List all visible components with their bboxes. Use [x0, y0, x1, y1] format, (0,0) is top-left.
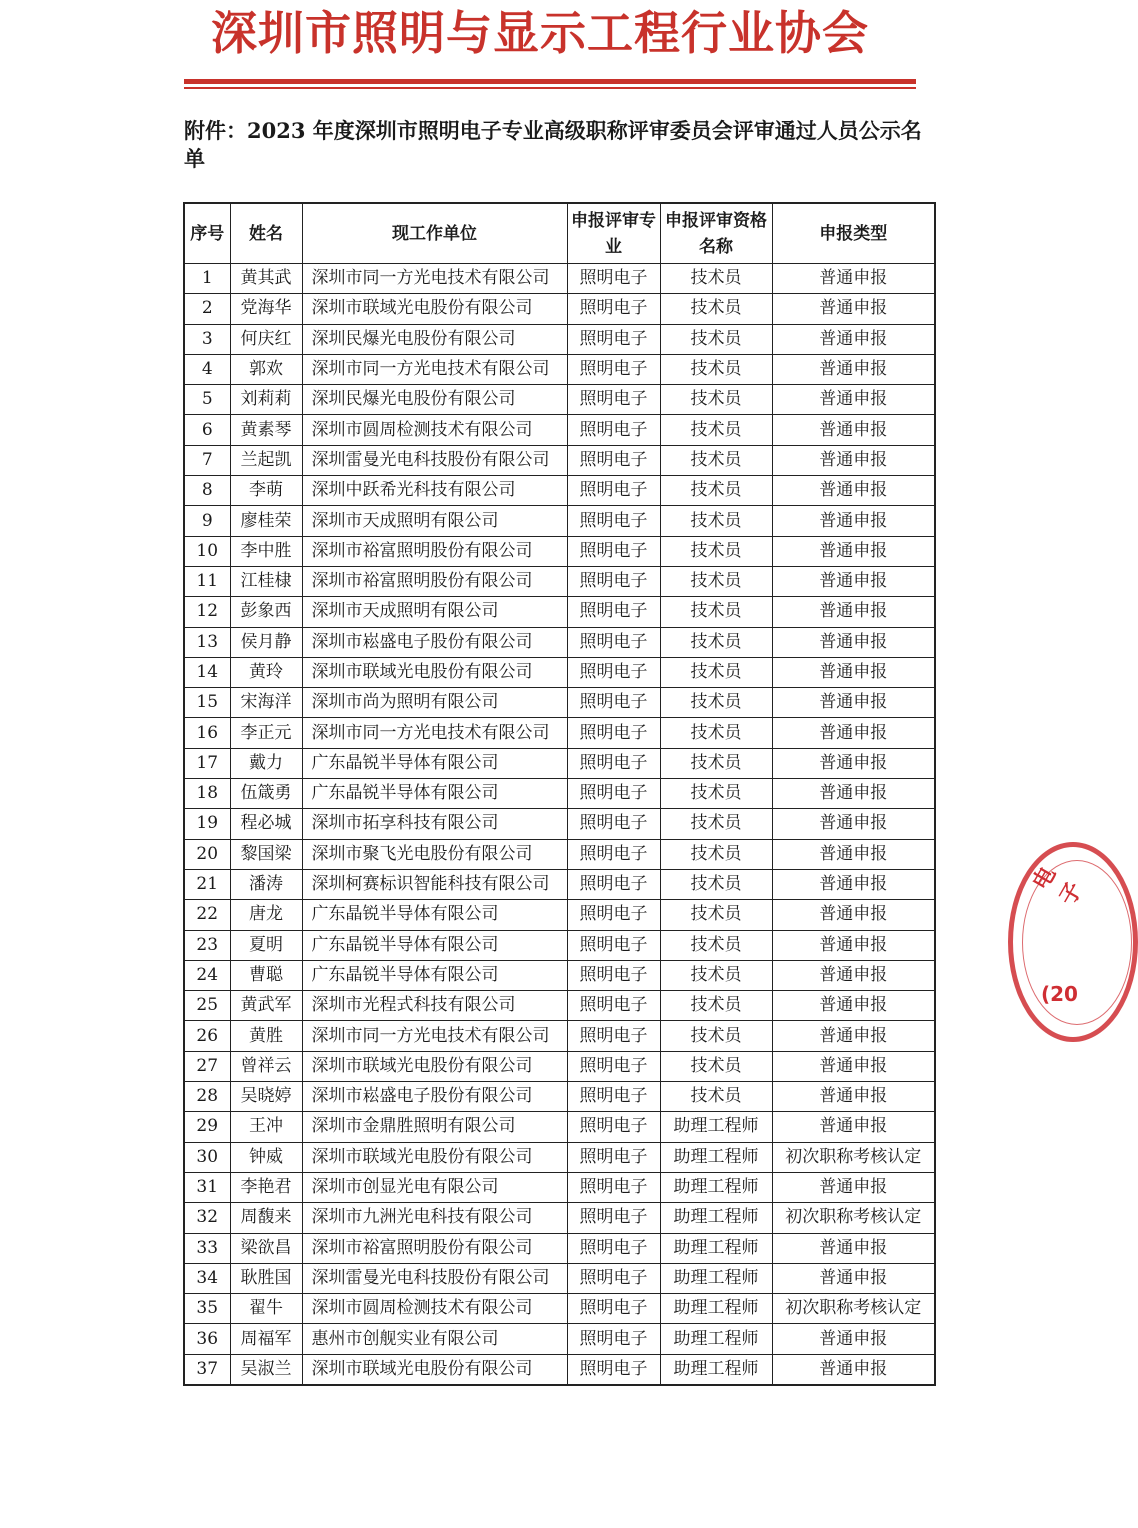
cell-qualification: 技术员 — [660, 748, 772, 778]
cell-index: 15 — [184, 688, 230, 718]
cell-application-type: 普通申报 — [772, 476, 935, 506]
table-row — [184, 991, 935, 1021]
cell-specialty: 照明电子 — [567, 779, 660, 809]
cell-qualification: 技术员 — [660, 718, 772, 748]
cell-application-type: 普通申报 — [772, 506, 935, 536]
cell-name: 党海华 — [230, 294, 302, 324]
table-row — [184, 1172, 935, 1202]
cell-specialty: 照明电子 — [567, 476, 660, 506]
cell-application-type: 普通申报 — [772, 566, 935, 596]
table-row — [184, 1112, 935, 1142]
cell-employer: 深圳市聚飞光电股份有限公司 — [302, 839, 567, 869]
header-index: 序号 — [184, 203, 230, 264]
cell-qualification: 助理工程师 — [660, 1203, 772, 1233]
cell-qualification: 助理工程师 — [660, 1142, 772, 1172]
cell-qualification: 助理工程师 — [660, 1263, 772, 1293]
table-row — [184, 1082, 935, 1112]
cell-employer: 深圳市同一方光电技术有限公司 — [302, 264, 567, 294]
cell-employer: 深圳市九洲光电科技有限公司 — [302, 1203, 567, 1233]
table-row — [184, 1142, 935, 1172]
table-row — [184, 1324, 935, 1354]
cell-name: 戴力 — [230, 748, 302, 778]
table-row — [184, 415, 935, 445]
cell-name: 李萌 — [230, 476, 302, 506]
cell-application-type: 初次职称考核认定 — [772, 1294, 935, 1324]
table-row — [184, 960, 935, 990]
table-row — [184, 566, 935, 596]
cell-name: 王冲 — [230, 1112, 302, 1142]
cell-specialty: 照明电子 — [567, 657, 660, 687]
cell-employer: 深圳市天成照明有限公司 — [302, 506, 567, 536]
cell-application-type: 普通申报 — [772, 869, 935, 899]
cell-specialty: 照明电子 — [567, 536, 660, 566]
table-row — [184, 900, 935, 930]
table-row — [184, 1354, 935, 1385]
letterhead-rule-thick — [184, 79, 916, 84]
cell-employer: 深圳市裕富照明股份有限公司 — [302, 566, 567, 596]
cell-qualification: 技术员 — [660, 445, 772, 475]
cell-specialty: 照明电子 — [567, 869, 660, 899]
cell-name: 吴淑兰 — [230, 1354, 302, 1385]
cell-specialty: 照明电子 — [567, 1263, 660, 1293]
cell-application-type: 普通申报 — [772, 385, 935, 415]
letterhead-title: 深圳市照明与显示工程行业协会 — [211, 6, 869, 60]
cell-index: 25 — [184, 991, 230, 1021]
header-application-type: 申报类型 — [772, 203, 935, 264]
official-seal-text — [1015, 850, 1088, 1040]
cell-index: 34 — [184, 1263, 230, 1293]
cell-specialty: 照明电子 — [567, 415, 660, 445]
table-header-row — [184, 203, 935, 264]
cell-application-type: 普通申报 — [772, 1324, 935, 1354]
seal-text-fragment: 电子 — [1028, 862, 1088, 910]
cell-specialty: 照明电子 — [567, 1051, 660, 1081]
cell-index: 5 — [184, 385, 230, 415]
cell-application-type: 普通申报 — [772, 930, 935, 960]
letterhead-rule-thin — [184, 87, 916, 89]
cell-index: 13 — [184, 627, 230, 657]
cell-specialty: 照明电子 — [567, 930, 660, 960]
cell-qualification: 技术员 — [660, 900, 772, 930]
cell-specialty: 照明电子 — [567, 445, 660, 475]
cell-employer: 深圳市同一方光电技术有限公司 — [302, 718, 567, 748]
cell-employer: 广东晶锐半导体有限公司 — [302, 960, 567, 990]
cell-application-type: 普通申报 — [772, 627, 935, 657]
cell-specialty: 照明电子 — [567, 1112, 660, 1142]
cell-application-type: 普通申报 — [772, 536, 935, 566]
cell-specialty: 照明电子 — [567, 385, 660, 415]
cell-index: 23 — [184, 930, 230, 960]
cell-index: 27 — [184, 1051, 230, 1081]
cell-specialty: 照明电子 — [567, 264, 660, 294]
cell-index: 17 — [184, 748, 230, 778]
cell-employer: 深圳雷曼光电科技股份有限公司 — [302, 1263, 567, 1293]
cell-application-type: 普通申报 — [772, 1172, 935, 1202]
cell-name: 夏明 — [230, 930, 302, 960]
cell-specialty: 照明电子 — [567, 324, 660, 354]
cell-employer: 深圳柯赛标识智能科技有限公司 — [302, 869, 567, 899]
cell-name: 侯月静 — [230, 627, 302, 657]
table-row — [184, 506, 935, 536]
cell-application-type: 初次职称考核认定 — [772, 1203, 935, 1233]
cell-employer: 深圳市圆周检测技术有限公司 — [302, 1294, 567, 1324]
cell-name: 曹聪 — [230, 960, 302, 990]
cell-employer: 深圳市光程式科技有限公司 — [302, 991, 567, 1021]
cell-name: 黄素琴 — [230, 415, 302, 445]
cell-qualification: 助理工程师 — [660, 1354, 772, 1385]
cell-specialty: 照明电子 — [567, 1142, 660, 1172]
cell-qualification: 技术员 — [660, 264, 772, 294]
cell-index: 4 — [184, 354, 230, 384]
cell-qualification: 技术员 — [660, 506, 772, 536]
cell-index: 35 — [184, 1294, 230, 1324]
cell-name: 宋海洋 — [230, 688, 302, 718]
cell-index: 14 — [184, 657, 230, 687]
attachment-caption: 附件：2023 年度深圳市照明电子专业高级职称评审委员会评审通过人员公示名单 — [184, 118, 922, 171]
cell-application-type: 普通申报 — [772, 688, 935, 718]
cell-qualification: 技术员 — [660, 960, 772, 990]
cell-name: 黄武军 — [230, 991, 302, 1021]
table-row — [184, 385, 935, 415]
cell-employer: 广东晶锐半导体有限公司 — [302, 900, 567, 930]
cell-name: 刘莉莉 — [230, 385, 302, 415]
seal-year-fragment: (20 — [1041, 982, 1078, 1006]
cell-qualification: 技术员 — [660, 476, 772, 506]
cell-qualification: 技术员 — [660, 657, 772, 687]
cell-application-type: 普通申报 — [772, 354, 935, 384]
cell-qualification: 技术员 — [660, 1021, 772, 1051]
cell-employer: 深圳市联域光电股份有限公司 — [302, 1354, 567, 1385]
cell-qualification: 技术员 — [660, 415, 772, 445]
cell-index: 32 — [184, 1203, 230, 1233]
cell-qualification: 助理工程师 — [660, 1324, 772, 1354]
cell-index: 22 — [184, 900, 230, 930]
cell-employer: 广东晶锐半导体有限公司 — [302, 779, 567, 809]
cell-specialty: 照明电子 — [567, 748, 660, 778]
cell-index: 18 — [184, 779, 230, 809]
cell-employer: 深圳市崧盛电子股份有限公司 — [302, 627, 567, 657]
cell-index: 7 — [184, 445, 230, 475]
cell-index: 11 — [184, 566, 230, 596]
header-employer: 现工作单位 — [302, 203, 567, 264]
cell-specialty: 照明电子 — [567, 809, 660, 839]
cell-application-type: 普通申报 — [772, 1082, 935, 1112]
cell-name: 郭欢 — [230, 354, 302, 384]
cell-specialty: 照明电子 — [567, 566, 660, 596]
cell-employer: 深圳民爆光电股份有限公司 — [302, 324, 567, 354]
cell-name: 黄其武 — [230, 264, 302, 294]
cell-qualification: 技术员 — [660, 354, 772, 384]
cell-employer: 深圳市尚为照明有限公司 — [302, 688, 567, 718]
cell-name: 黄胜 — [230, 1021, 302, 1051]
cell-name: 伍箴勇 — [230, 779, 302, 809]
cell-name: 何庆红 — [230, 324, 302, 354]
cell-index: 36 — [184, 1324, 230, 1354]
cell-employer: 广东晶锐半导体有限公司 — [302, 748, 567, 778]
table-row — [184, 294, 935, 324]
cell-qualification: 助理工程师 — [660, 1172, 772, 1202]
cell-qualification: 技术员 — [660, 1082, 772, 1112]
cell-employer: 深圳市裕富照明股份有限公司 — [302, 1233, 567, 1263]
cell-name: 江桂棣 — [230, 566, 302, 596]
roster-body — [184, 264, 935, 1385]
cell-qualification: 助理工程师 — [660, 1294, 772, 1324]
cell-employer: 深圳市同一方光电技术有限公司 — [302, 1021, 567, 1051]
roster-table — [183, 202, 936, 1386]
cell-application-type: 普通申报 — [772, 657, 935, 687]
cell-application-type: 普通申报 — [772, 809, 935, 839]
cell-name: 兰起凯 — [230, 445, 302, 475]
cell-specialty: 照明电子 — [567, 1021, 660, 1051]
table-row — [184, 1203, 935, 1233]
cell-application-type: 普通申报 — [772, 597, 935, 627]
cell-index: 31 — [184, 1172, 230, 1202]
cell-employer: 深圳雷曼光电科技股份有限公司 — [302, 445, 567, 475]
cell-name: 李中胜 — [230, 536, 302, 566]
header-qualification: 申报评审资格名称 — [660, 203, 772, 264]
cell-name: 李艳君 — [230, 1172, 302, 1202]
cell-index: 12 — [184, 597, 230, 627]
cell-index: 19 — [184, 809, 230, 839]
cell-index: 9 — [184, 506, 230, 536]
table-row — [184, 627, 935, 657]
cell-qualification: 技术员 — [660, 294, 772, 324]
table-row — [184, 1051, 935, 1081]
cell-name: 曾祥云 — [230, 1051, 302, 1081]
table-row — [184, 597, 935, 627]
cell-application-type: 普通申报 — [772, 1021, 935, 1051]
cell-index: 37 — [184, 1354, 230, 1385]
cell-name: 潘涛 — [230, 869, 302, 899]
cell-application-type: 初次职称考核认定 — [772, 1142, 935, 1172]
cell-index: 20 — [184, 839, 230, 869]
cell-name: 黄玲 — [230, 657, 302, 687]
cell-index: 6 — [184, 415, 230, 445]
cell-application-type: 普通申报 — [772, 264, 935, 294]
cell-application-type: 普通申报 — [772, 779, 935, 809]
cell-qualification: 技术员 — [660, 536, 772, 566]
cell-qualification: 技术员 — [660, 809, 772, 839]
cell-index: 26 — [184, 1021, 230, 1051]
cell-employer: 惠州市创舰实业有限公司 — [302, 1324, 567, 1354]
cell-specialty: 照明电子 — [567, 354, 660, 384]
cell-specialty: 照明电子 — [567, 839, 660, 869]
cell-name: 程必城 — [230, 809, 302, 839]
table-row — [184, 869, 935, 899]
table-row — [184, 354, 935, 384]
table-row — [184, 264, 935, 294]
cell-specialty: 照明电子 — [567, 1082, 660, 1112]
cell-application-type: 普通申报 — [772, 718, 935, 748]
cell-name: 翟牛 — [230, 1294, 302, 1324]
cell-index: 33 — [184, 1233, 230, 1263]
cell-specialty: 照明电子 — [567, 627, 660, 657]
cell-application-type: 普通申报 — [772, 900, 935, 930]
cell-specialty: 照明电子 — [567, 688, 660, 718]
cell-application-type: 普通申报 — [772, 1233, 935, 1263]
cell-qualification: 技术员 — [660, 688, 772, 718]
cell-employer: 深圳市联域光电股份有限公司 — [302, 657, 567, 687]
cell-application-type: 普通申报 — [772, 991, 935, 1021]
cell-qualification: 技术员 — [660, 627, 772, 657]
cell-qualification: 助理工程师 — [660, 1112, 772, 1142]
cell-employer: 深圳市联域光电股份有限公司 — [302, 1051, 567, 1081]
cell-employer: 深圳民爆光电股份有限公司 — [302, 385, 567, 415]
cell-specialty: 照明电子 — [567, 960, 660, 990]
cell-application-type: 普通申报 — [772, 415, 935, 445]
cell-specialty: 照明电子 — [567, 1233, 660, 1263]
cell-application-type: 普通申报 — [772, 1354, 935, 1385]
table-row — [184, 536, 935, 566]
cell-employer: 深圳市拓享科技有限公司 — [302, 809, 567, 839]
cell-index: 16 — [184, 718, 230, 748]
table-row — [184, 1233, 935, 1263]
cell-employer: 深圳市圆周检测技术有限公司 — [302, 415, 567, 445]
table-row — [184, 657, 935, 687]
cell-name: 周馥来 — [230, 1203, 302, 1233]
cell-qualification: 技术员 — [660, 597, 772, 627]
table-row — [184, 718, 935, 748]
table-row — [184, 930, 935, 960]
cell-specialty: 照明电子 — [567, 900, 660, 930]
table-row — [184, 476, 935, 506]
cell-qualification: 技术员 — [660, 1051, 772, 1081]
cell-application-type: 普通申报 — [772, 960, 935, 990]
cell-specialty: 照明电子 — [567, 991, 660, 1021]
cell-index: 29 — [184, 1112, 230, 1142]
cell-index: 2 — [184, 294, 230, 324]
cell-employer: 深圳市同一方光电技术有限公司 — [302, 354, 567, 384]
cell-specialty: 照明电子 — [567, 294, 660, 324]
cell-qualification: 技术员 — [660, 779, 772, 809]
cell-employer: 广东晶锐半导体有限公司 — [302, 930, 567, 960]
cell-name: 钟威 — [230, 1142, 302, 1172]
cell-name: 耿胜国 — [230, 1263, 302, 1293]
cell-qualification: 技术员 — [660, 385, 772, 415]
table-row — [184, 324, 935, 354]
cell-qualification: 技术员 — [660, 324, 772, 354]
cell-specialty: 照明电子 — [567, 1324, 660, 1354]
cell-specialty: 照明电子 — [567, 1203, 660, 1233]
cell-index: 1 — [184, 264, 230, 294]
cell-specialty: 照明电子 — [567, 1172, 660, 1202]
cell-employer: 深圳中跃希光科技有限公司 — [302, 476, 567, 506]
cell-name: 吴晓婷 — [230, 1082, 302, 1112]
table-row — [184, 779, 935, 809]
table-row — [184, 1263, 935, 1293]
cell-qualification: 技术员 — [660, 930, 772, 960]
table-row — [184, 809, 935, 839]
cell-application-type: 普通申报 — [772, 294, 935, 324]
cell-name: 李正元 — [230, 718, 302, 748]
cell-employer: 深圳市崧盛电子股份有限公司 — [302, 1082, 567, 1112]
table-row — [184, 688, 935, 718]
cell-employer: 深圳市金鼎胜照明有限公司 — [302, 1112, 567, 1142]
cell-name: 唐龙 — [230, 900, 302, 930]
cell-index: 10 — [184, 536, 230, 566]
table-row — [184, 839, 935, 869]
cell-index: 21 — [184, 869, 230, 899]
cell-qualification: 技术员 — [660, 566, 772, 596]
cell-name: 梁欲昌 — [230, 1233, 302, 1263]
table-row — [184, 748, 935, 778]
cell-qualification: 助理工程师 — [660, 1233, 772, 1263]
cell-name: 周福军 — [230, 1324, 302, 1354]
cell-specialty: 照明电子 — [567, 1354, 660, 1385]
cell-index: 24 — [184, 960, 230, 990]
cell-specialty: 照明电子 — [567, 718, 660, 748]
cell-name: 黎国梁 — [230, 839, 302, 869]
cell-qualification: 技术员 — [660, 991, 772, 1021]
cell-employer: 深圳市裕富照明股份有限公司 — [302, 536, 567, 566]
cell-application-type: 普通申报 — [772, 1263, 935, 1293]
cell-specialty: 照明电子 — [567, 1294, 660, 1324]
cell-qualification: 技术员 — [660, 839, 772, 869]
table-row — [184, 445, 935, 475]
cell-employer: 深圳市联域光电股份有限公司 — [302, 1142, 567, 1172]
cell-qualification: 技术员 — [660, 869, 772, 899]
cell-employer: 深圳市联域光电股份有限公司 — [302, 294, 567, 324]
header-specialty: 申报评审专业 — [567, 203, 660, 264]
header-name: 姓名 — [230, 203, 302, 264]
cell-employer: 深圳市天成照明有限公司 — [302, 597, 567, 627]
table-row — [184, 1294, 935, 1324]
table-row — [184, 1021, 935, 1051]
cell-name: 彭象西 — [230, 597, 302, 627]
cell-index: 8 — [184, 476, 230, 506]
cell-specialty: 照明电子 — [567, 506, 660, 536]
cell-application-type: 普通申报 — [772, 1112, 935, 1142]
cell-index: 30 — [184, 1142, 230, 1172]
cell-application-type: 普通申报 — [772, 1051, 935, 1081]
cell-index: 28 — [184, 1082, 230, 1112]
cell-specialty: 照明电子 — [567, 597, 660, 627]
cell-name: 廖桂荣 — [230, 506, 302, 536]
cell-application-type: 普通申报 — [772, 839, 935, 869]
cell-application-type: 普通申报 — [772, 748, 935, 778]
cell-employer: 深圳市创显光电有限公司 — [302, 1172, 567, 1202]
cell-application-type: 普通申报 — [772, 324, 935, 354]
cell-index: 3 — [184, 324, 230, 354]
cell-application-type: 普通申报 — [772, 445, 935, 475]
